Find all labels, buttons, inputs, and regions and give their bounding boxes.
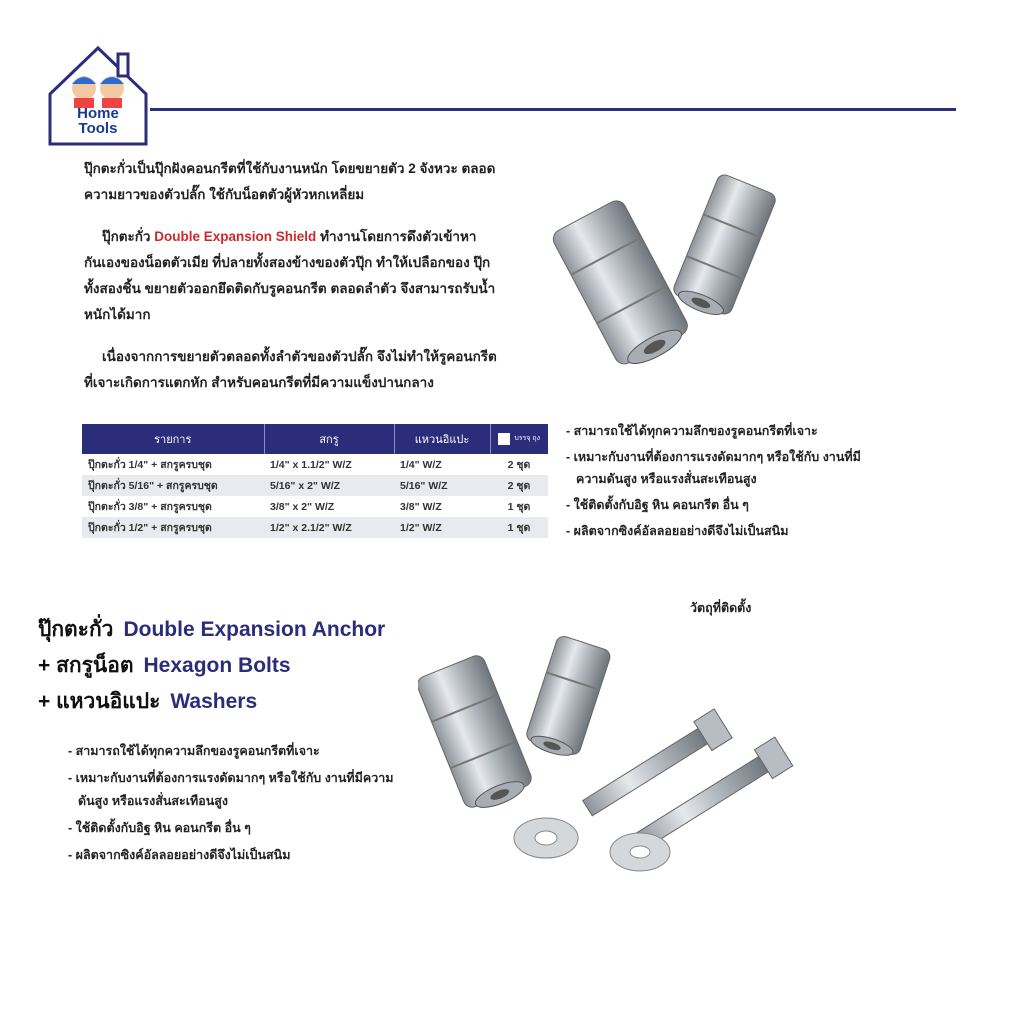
install-label: วัตถุที่ติดตั้ง (690, 601, 752, 615)
intro-paragraph-1: ปุ๊กตะกั่วเป็นปุ๊กฝังคอนกรีตที่ใช้กับงานหนัก โดยขยายตัว 2 จังหวะ ตลอดความยาวของตัวปลั๊ก ใช้กับน็อตตัวผู้หัวหกเหลี่ยม (84, 161, 496, 202)
headline-line-1: ปุ๊กตะกั่ว Double Expansion Anchor (38, 618, 386, 641)
header-washer: แหวนอิแปะ (394, 424, 490, 454)
top-divider (150, 108, 956, 111)
table-row: ปุ๊กตะกั่ว 1/2" + สกรูครบชุด 1/2" x 2.1/2" W/Z 1/2" W/Z 1 ชุด (82, 517, 548, 538)
headline-line-2: + สกรูน็อต Hexagon Bolts (38, 654, 291, 677)
feature-list-right (566, 420, 866, 546)
list-item: - ผลิตจากซิงค์อัลลอยอย่างดีจึงไม่เป็นสนิม (566, 524, 789, 538)
intro-paragraph-2: ปุ๊กตะกั่ว Double Expansion Shield ทำงานโดยการดึงตัวเข้าหากันเองของน็อตตัวเมีย ที่ปลายทั้งสองข้างของตัวปุ๊ก ทำให้เปลือกของ ปุ๊กทั้งสองชิ้น ขยายตัวออกยึดติดกับรูคอนกรีต ตลอดลำตัว จึงสามารถรับน้ำหนักได้มาก (84, 229, 496, 322)
square-icon (498, 433, 510, 445)
home-tools-logo (46, 44, 150, 148)
table-row: ปุ๊กตะกั่ว 5/16" + สกรูครบชุด 5/16" x 2" W/Z 5/16" W/Z 2 ชุด (82, 475, 548, 496)
list-item: - ผลิตจากซิงค์อัลลอยอย่างดีจึงไม่เป็นสนิม (68, 848, 291, 862)
anchor-photo-top (548, 168, 788, 378)
header-pack: บรรจุ ถุง (490, 424, 548, 454)
list-item: - เหมาะกับงานที่ต้องการแรงดัดมากๆ หรือใช้กับ งานที่มีความดันสูง หรือแรงสั่นสะเทือนสูง (566, 450, 861, 486)
list-item: - สามารถใช้ได้ทุกความลึกของรูคอนกรีตที่เจาะ (566, 424, 818, 438)
intro-paragraph-3: เนื่องจากการขยายตัวตลอดทั้งลำตัวของตัวปลั๊ก จึงไม่ทำให้รูคอนกรีต ที่เจาะเกิดการแตกหัก สำหรับคอนกรีตที่มีความแข็งปานกลาง (84, 349, 497, 390)
header-screw: สกรู (264, 424, 394, 454)
table-row: ปุ๊กตะกั่ว 3/8" + สกรูครบชุด 3/8" x 2" W/Z 3/8" W/Z 1 ชุด (82, 496, 548, 517)
feature-list-left (68, 740, 398, 871)
intro-text (84, 156, 504, 412)
headline-line-3: + แหวนอิแปะ Washers (38, 690, 258, 713)
anchor-kit-photo (418, 630, 798, 890)
list-item: - ใช้ติดตั้งกับอิฐ หิน คอนกรีต อื่น ๆ (566, 498, 749, 512)
list-item: - ใช้ติดตั้งกับอิฐ หิน คอนกรีต อื่น ๆ (68, 821, 251, 835)
list-item: - เหมาะกับงานที่ต้องการแรงดัดมากๆ หรือใช้กับ งานที่มีความดันสูง หรือแรงสั่นสะเทือนสูง (68, 771, 394, 808)
table-row: ปุ๊กตะกั่ว 1/4" + สกรูครบชุด 1/4" x 1.1/2" W/Z 1/4" W/Z 2 ชุด (82, 454, 548, 475)
list-item: - สามารถใช้ได้ทุกความลึกของรูคอนกรีตที่เจาะ (68, 744, 320, 758)
spec-table (82, 424, 548, 538)
product-headline (38, 612, 385, 720)
header-item: รายการ (82, 424, 264, 454)
table-header-row (82, 424, 548, 454)
product-name-red: Double Expansion Shield (154, 229, 317, 244)
logo-text: Home Tools (77, 105, 119, 137)
